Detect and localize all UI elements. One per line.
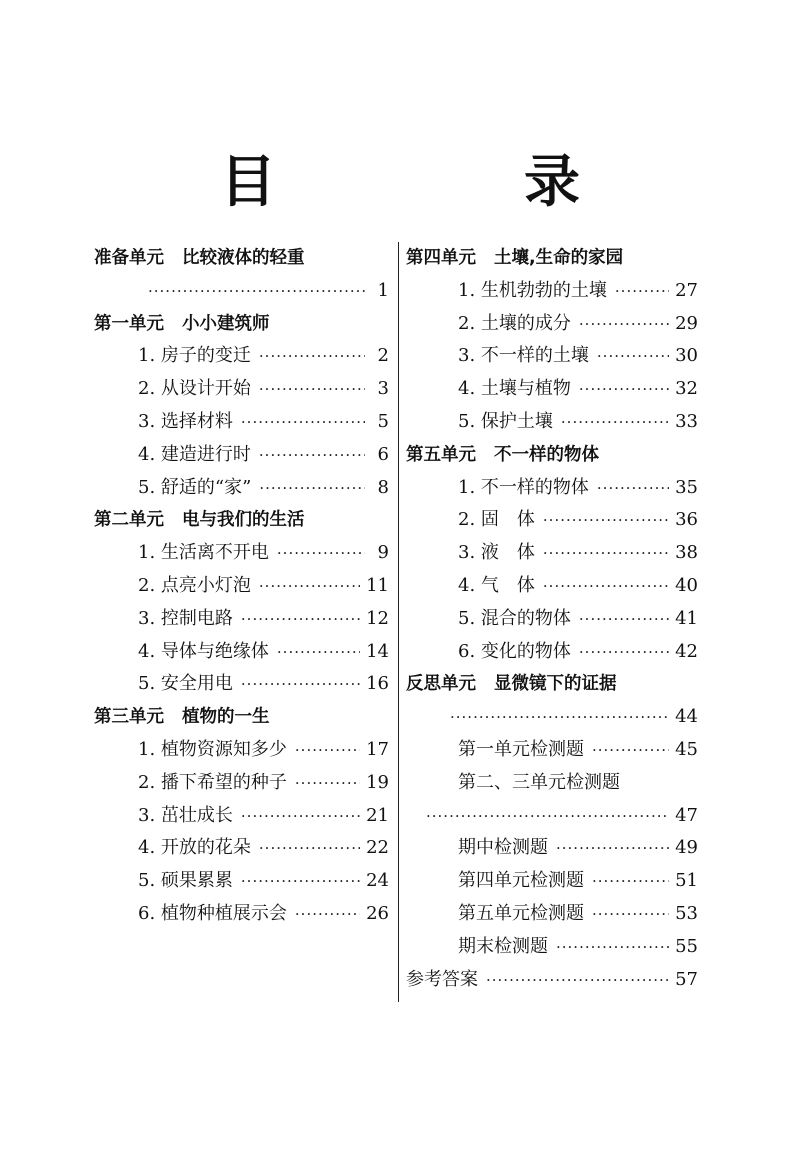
dot-leader: [486, 964, 669, 997]
dot-leader: [241, 406, 365, 439]
toc-entry-label: 1. 生机勃勃的土壤: [458, 279, 607, 301]
toc-entry-label: 3. 不一样的土壤: [458, 345, 589, 367]
toc-entry: [406, 931, 698, 964]
toc-unit-heading: [406, 668, 698, 701]
toc-entry-label: 第二、三单元检测题: [458, 771, 620, 793]
toc-entry: [406, 504, 698, 537]
dot-leader: [592, 898, 669, 931]
toc-entry-label: 5. 混合的物体: [458, 607, 571, 629]
dot-leader: [259, 570, 360, 603]
unit-name: 土壤,生命的家园: [494, 248, 624, 268]
toc-entry: [406, 275, 698, 308]
unit-name: 小小建筑师: [182, 313, 270, 334]
unit-prefix: 第三单元: [94, 707, 164, 728]
toc-page-number: 36: [675, 509, 698, 531]
dot-leader: [597, 340, 669, 373]
toc-entry-label: 参考答案: [406, 968, 478, 990]
toc-entry: [406, 570, 698, 603]
dot-leader: [277, 537, 365, 570]
toc-entry-label: 第一单元检测题: [458, 738, 584, 760]
toc-entry: [406, 701, 698, 734]
toc-entry: [406, 603, 698, 636]
toc-entry: [406, 308, 698, 341]
dot-leader: [579, 603, 669, 636]
dot-leader: [543, 537, 669, 570]
toc-page-number: 12: [366, 607, 389, 629]
toc-page-number: 49: [675, 837, 698, 859]
toc-entry-label: 3. 液 体: [458, 542, 535, 564]
toc-entry-label: 4. 导体与绝缘体: [138, 640, 269, 662]
toc-entry-label: 4. 土壤与植物: [458, 378, 571, 400]
toc-unit-heading: [406, 242, 698, 275]
toc-page-number: 26: [366, 902, 389, 924]
toc-entry: [406, 537, 698, 570]
page-title: 目 录: [220, 150, 676, 215]
toc-entry-label: 2. 从设计开始: [138, 378, 251, 400]
toc-entry-label: 2. 播下希望的种子: [138, 771, 287, 793]
toc-unit-heading: [94, 504, 389, 537]
dot-leader: [579, 308, 669, 341]
toc-entry: [94, 340, 389, 373]
toc-entry-label: 2. 固 体: [458, 509, 535, 531]
toc-entry: [94, 373, 389, 406]
toc-page-number: 57: [675, 968, 698, 990]
toc-entry: [406, 832, 698, 865]
dot-leader: [277, 636, 360, 669]
toc-entry: [406, 964, 698, 997]
toc-entry: [406, 800, 698, 833]
toc-page-number: 55: [675, 935, 698, 957]
column-divider: [398, 242, 399, 1002]
toc-entry: [94, 439, 389, 472]
dot-leader: [556, 931, 669, 964]
toc-entry: [94, 472, 389, 505]
toc-unit-heading: [406, 439, 698, 472]
toc-page-number: 42: [675, 640, 698, 662]
toc-entry-label: 1. 植物资源知多少: [138, 738, 287, 760]
toc-entry-label: 4. 建造进行时: [138, 443, 251, 465]
dot-leader: [426, 800, 669, 833]
toc-page-number: 44: [675, 706, 698, 728]
toc-page-number: 30: [675, 345, 698, 367]
dot-leader: [259, 340, 365, 373]
toc-page-number: 35: [675, 476, 698, 498]
toc-entry-label: 3. 茁壮成长: [138, 804, 233, 826]
toc-entry: [406, 734, 698, 767]
unit-name: 不一样的物体: [494, 444, 599, 465]
toc-entry-label: 1. 不一样的物体: [458, 476, 589, 498]
toc-unit-heading: [94, 308, 389, 341]
toc-page-number: 5: [377, 410, 389, 432]
toc-entry-label: 第四单元检测题: [458, 870, 584, 892]
toc-page-number: 1: [377, 279, 389, 301]
toc-entry-label: 1. 房子的变迁: [138, 345, 251, 367]
toc-page-number: 41: [675, 607, 698, 629]
toc-page-number: 27: [675, 279, 698, 301]
dot-leader: [597, 472, 669, 505]
unit-name: 显微镜下的证据: [494, 674, 617, 695]
toc-entry: [94, 603, 389, 636]
toc-page-number: 16: [366, 673, 389, 695]
dot-leader: [295, 898, 360, 931]
dot-leader: [241, 865, 360, 898]
toc-entry-label: 2. 土壤的成分: [458, 312, 571, 334]
toc-entry-label: 5. 硕果累累: [138, 870, 233, 892]
toc-entry: [406, 340, 698, 373]
toc-page-number: 51: [675, 870, 698, 892]
unit-prefix: 反思单元: [406, 674, 476, 695]
toc-entry-label: 5. 保护土壤: [458, 410, 553, 432]
toc-entry: [94, 668, 389, 701]
toc-entry-label: 1. 生活离不开电: [138, 542, 269, 564]
toc-entry-label: 3. 选择材料: [138, 410, 233, 432]
toc-entry-label: 4. 气 体: [458, 574, 535, 596]
toc-page-number: 2: [377, 345, 389, 367]
dot-leader: [543, 504, 669, 537]
toc-page-number: 9: [377, 542, 389, 564]
dot-leader: [241, 800, 360, 833]
toc-page-number: 38: [675, 542, 698, 564]
dot-leader: [543, 570, 669, 603]
toc-entry: [94, 636, 389, 669]
toc-entry: [94, 832, 389, 865]
toc-page-number: 8: [377, 476, 389, 498]
toc-entry-label: 期末检测题: [458, 935, 548, 957]
dot-leader: [450, 701, 669, 734]
toc-page-number: 47: [675, 804, 698, 826]
toc-page-number: 53: [675, 902, 698, 924]
toc-page-number: 33: [675, 410, 698, 432]
toc-page-number: 17: [366, 738, 389, 760]
dot-leader: [615, 275, 669, 308]
toc-entry-label: 6. 变化的物体: [458, 640, 571, 662]
dot-leader: [259, 832, 360, 865]
unit-prefix: 第二单元: [94, 510, 164, 531]
dot-leader: [148, 275, 365, 308]
dot-leader: [295, 767, 360, 800]
toc-entry-label: 4. 开放的花朵: [138, 837, 251, 859]
toc-entry-label: 6. 植物种植展示会: [138, 902, 287, 924]
dot-leader: [259, 373, 365, 406]
toc-page-number: 32: [675, 378, 698, 400]
toc-entry: [94, 800, 389, 833]
toc-entry: [94, 767, 389, 800]
unit-name: 比较液体的轻重: [182, 248, 305, 268]
toc-page-number: 6: [377, 443, 389, 465]
dot-leader: [241, 603, 360, 636]
toc-entry-label: 第五单元检测题: [458, 902, 584, 924]
unit-prefix: 准备单元: [94, 248, 164, 268]
unit-prefix: 第四单元: [406, 248, 476, 268]
toc-entry: [406, 406, 698, 439]
toc-left-column: [94, 242, 389, 931]
toc-right-column: [406, 242, 698, 996]
dot-leader: [556, 832, 669, 865]
toc-page-number: 19: [366, 771, 389, 793]
toc-page-number: 45: [675, 738, 698, 760]
dot-leader: [241, 668, 360, 701]
toc-page-number: 14: [366, 640, 389, 662]
unit-name: 电与我们的生活: [182, 510, 305, 531]
toc-entry: [406, 898, 698, 931]
toc-page-number: 3: [377, 378, 389, 400]
toc-entry: [94, 898, 389, 931]
dot-leader: [295, 734, 360, 767]
toc-entry: [406, 373, 698, 406]
toc-entry: [406, 865, 698, 898]
toc-entry: [94, 406, 389, 439]
unit-prefix: 第一单元: [94, 313, 164, 334]
toc-entry: [94, 734, 389, 767]
dot-leader: [579, 373, 669, 406]
toc-unit-heading: [94, 242, 389, 275]
toc-page-number: 21: [366, 804, 389, 826]
toc-entry: [406, 636, 698, 669]
toc-entry-label: 2. 点亮小灯泡: [138, 574, 251, 596]
toc-entry-label: 5. 舒适的“家”: [138, 476, 252, 498]
toc-entry-label: 期中检测题: [458, 837, 548, 859]
toc-unit-heading: [94, 701, 389, 734]
toc-entry-label: 3. 控制电路: [138, 607, 233, 629]
toc-page-number: 11: [366, 574, 389, 596]
toc-entry: [94, 537, 389, 570]
dot-leader: [579, 636, 669, 669]
toc-entry-label: 5. 安全用电: [138, 673, 233, 695]
unit-name: 植物的一生: [182, 707, 270, 728]
dot-leader: [592, 734, 669, 767]
toc-page-number: 40: [675, 574, 698, 596]
toc-entry: [94, 865, 389, 898]
toc-entry: [94, 570, 389, 603]
toc-page-number: 29: [675, 312, 698, 334]
toc-entry: [94, 275, 389, 308]
dot-leader: [259, 472, 365, 505]
unit-prefix: 第五单元: [406, 444, 476, 465]
toc-page-number: 24: [366, 870, 389, 892]
toc-entry: [406, 472, 698, 505]
dot-leader: [259, 439, 365, 472]
dot-leader: [561, 406, 669, 439]
toc-page-number: 22: [366, 837, 389, 859]
dot-leader: [592, 865, 669, 898]
